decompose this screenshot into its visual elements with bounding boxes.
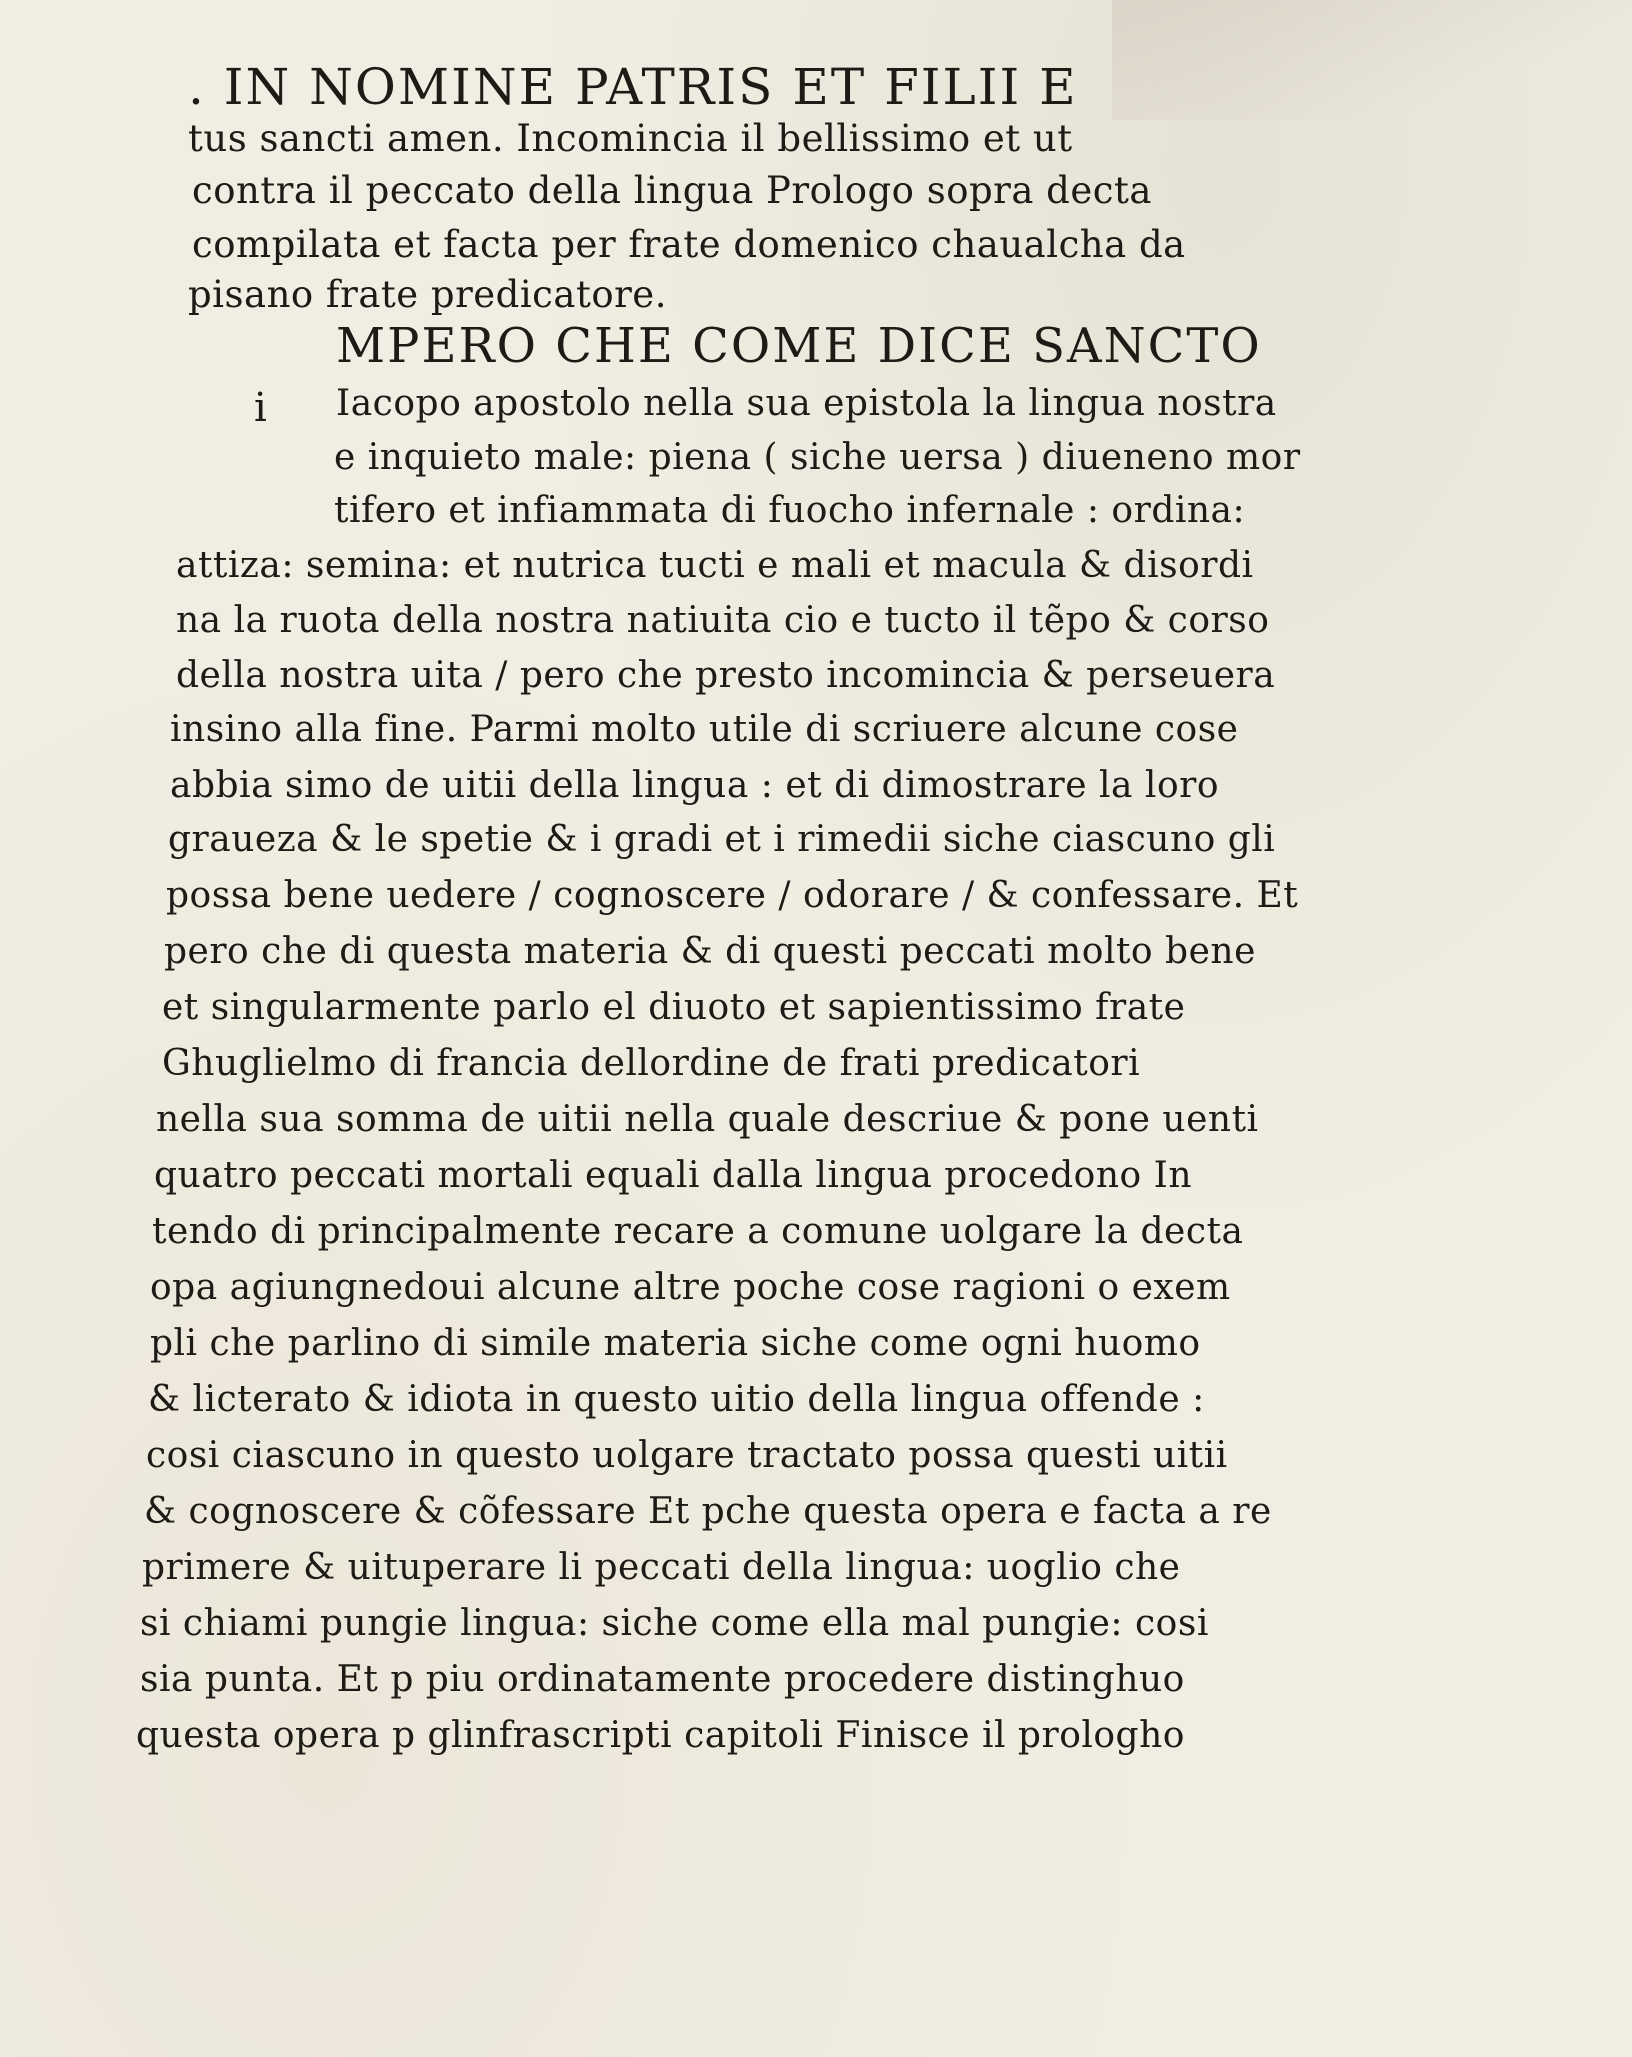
torn-corner-shadow xyxy=(1112,0,1632,120)
body-line-6: della nostra uita / pero che presto incomincia & perseuera xyxy=(176,655,1276,696)
body-line-15: quatro peccati mortali equali dalla lingua procedono In xyxy=(154,1155,1193,1196)
body-line-2: e inquieto male: piena ( siche uersa ) diueneno mor xyxy=(334,437,1301,478)
body-line-22: primere & uituperare li peccati della lingua: uoglio che xyxy=(142,1547,1181,1588)
body-line-11: pero che di questa materia & di questi peccati molto bene xyxy=(164,931,1256,972)
body-line-21: & cognoscere & cõfessare Et pche questa opera e facta a re xyxy=(144,1491,1272,1532)
body-line-10: possa bene uedere / cognoscere / odorare / & confessare. Et xyxy=(166,875,1299,916)
body-line-8: abbia simo de uitii della lingua : et di dimostrare la loro xyxy=(170,765,1219,806)
body-line-9: graueza & le spetie & i gradi et i rimedii siche ciascuno gli xyxy=(168,819,1276,860)
heading-line-2: tus sancti amen. Incomincia il bellissimo et ut xyxy=(188,117,1073,160)
body-line-12: et singularmente parlo el diuoto et sapientissimo frate xyxy=(162,987,1186,1028)
heading-line-3: contra il peccato della lingua Prologo sopra decta xyxy=(192,169,1152,212)
body-line-7: insino alla fine. Parmi molto utile di scriuere alcune cose xyxy=(170,709,1239,750)
body-line-24: sia punta. Et p piu ordinatamente procedere distinghuo xyxy=(140,1659,1185,1700)
body-line-5: na la ruota della nostra natiuita cio e tucto il tẽpo & corso xyxy=(176,600,1270,641)
body-line-4: attiza: semina: et nutrica tucti e mali et macula & disordi xyxy=(176,545,1254,586)
body-line-19: & licterato & idiota in questo uitio della lingua offende : xyxy=(148,1379,1205,1420)
heading-line-5: pisano frate predicatore. xyxy=(188,273,667,316)
body-line-16: tendo di principalmente recare a comune uolgare la decta xyxy=(152,1211,1244,1252)
body-line-3: tifero et infiammata di fuocho infernale : ordina: xyxy=(334,490,1246,531)
body-line-23: si chiami pungie lingua: siche come ella mal pungie: cosi xyxy=(140,1603,1209,1644)
body-line-20: cosi ciascuno in questo uolgare tractato possa questi uitii xyxy=(146,1435,1228,1476)
body-line-14: nella sua somma de uitii nella quale descriue & pone uenti xyxy=(156,1099,1259,1140)
body-line-13: Ghuglielmo di francia dellordine de frati predicatori xyxy=(162,1043,1141,1084)
heading-line-1: . IN NOMINE PATRIS ET FILII E xyxy=(188,58,1078,116)
body-line-18: pli che parlino di simile materia siche come ogni huomo xyxy=(150,1323,1201,1364)
heading-line-4: compilata et facta per frate domenico chaualcha da xyxy=(192,223,1186,266)
body-line-25: questa opera p glinfrascripti capitoli Finisce il prologho xyxy=(136,1715,1185,1756)
incipit: MPERO CHE COME DICE SANCTO xyxy=(336,318,1262,374)
guide-initial: i xyxy=(254,385,268,431)
body-line-1: Iacopo apostolo nella sua epistola la lingua nostra xyxy=(336,383,1277,424)
body-line-17: opa agiungnedoui alcune altre poche cose ragioni o exem xyxy=(150,1267,1231,1308)
